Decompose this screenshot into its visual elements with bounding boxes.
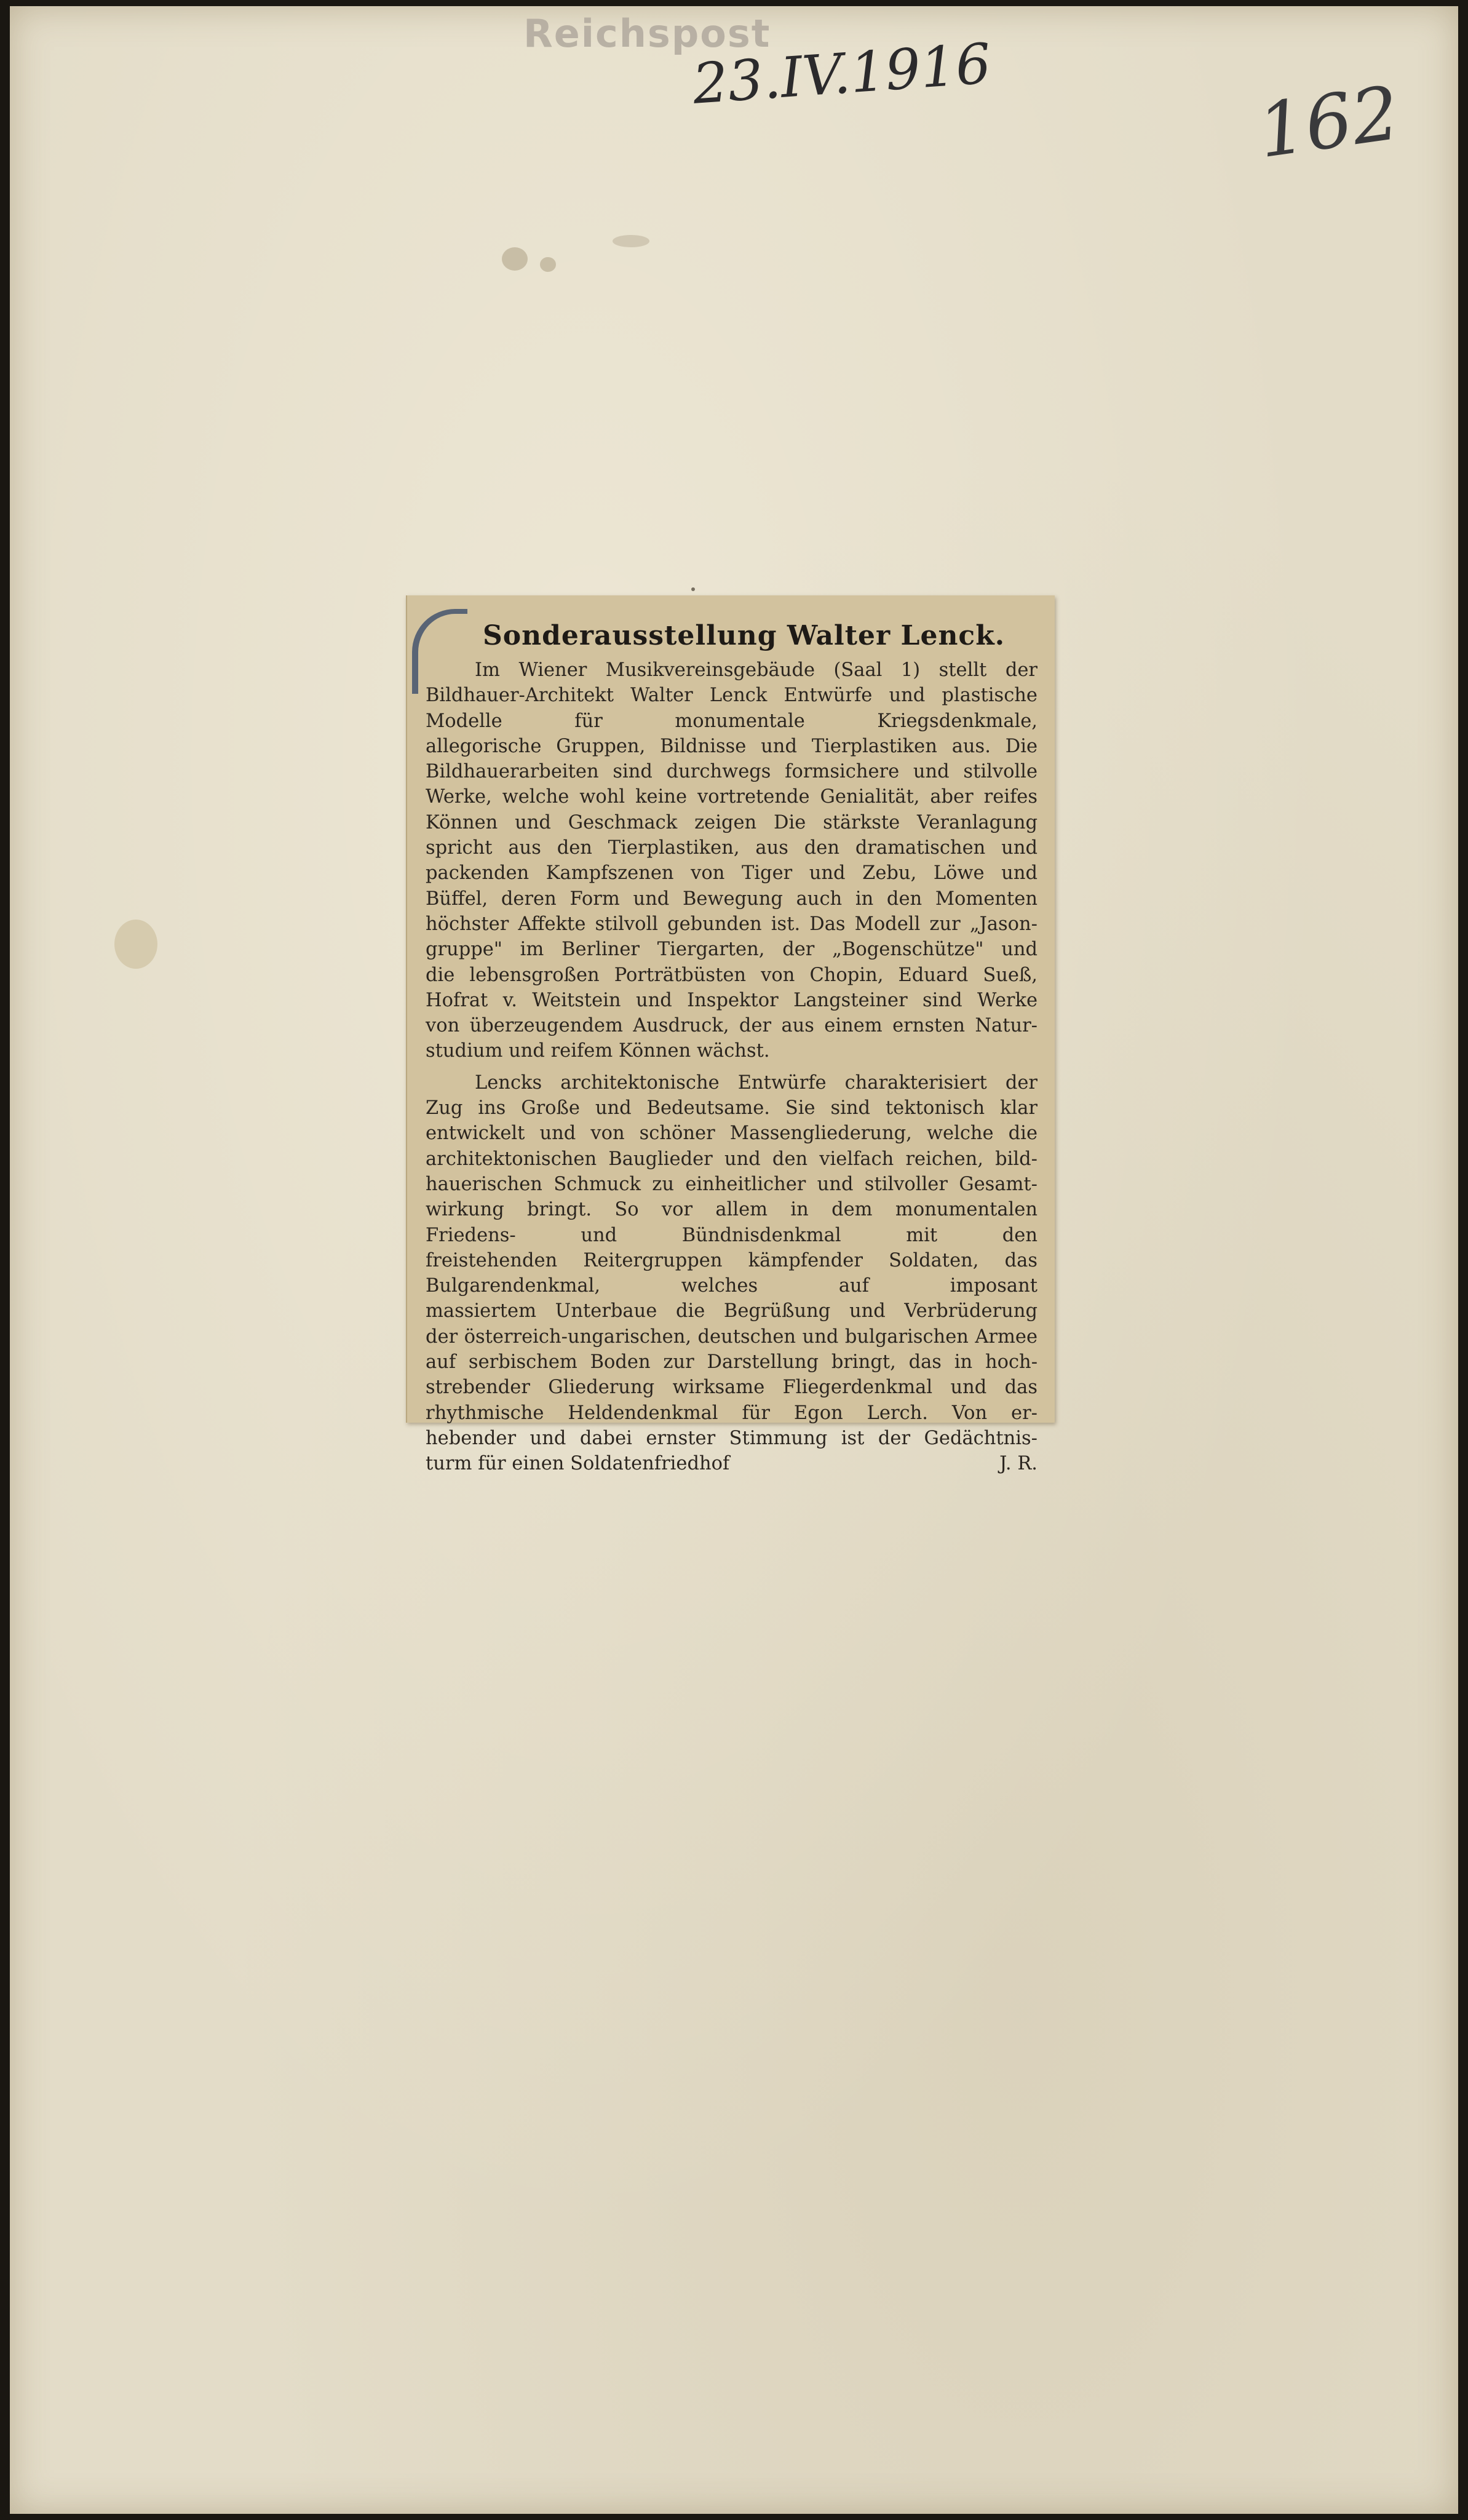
text-line: Im Wiener Musikvereinsgebäude (Saal 1) stellt der [475, 659, 1038, 681]
text-line: Zug ins Große und Bedeutsame. Sie sind tektonisch klar [426, 1097, 1038, 1119]
text-line: turm für einen Soldatenfriedhof [426, 1453, 730, 1475]
text-line: strebender Gliederung wirksame Fliegerdenkmal und das [426, 1377, 1038, 1399]
text-line: Lencks architektonische Entwürfe charakterisiert der [475, 1071, 1038, 1094]
author-signature: J. R. [999, 1453, 1038, 1475]
text-line: Bildhauerarbeiten sind durchwegs formsichere und stilvolle [426, 761, 1038, 783]
text-line: die lebensgroßen Porträtbüsten von Chopin, Eduard Sueß, [426, 964, 1038, 986]
paper-stain [114, 920, 157, 969]
text-line: spricht aus den Tierplastiken, aus den dramatischen und [426, 837, 1038, 859]
text-line: auf serbischem Boden zur Darstellung bringt, das in hoch- [426, 1351, 1038, 1373]
text-line: entwickelt und von schöner Massengliederung, welche die [426, 1123, 1038, 1145]
text-line: rhythmische Heldendenkmal für Egon Lerch. Von er- [426, 1402, 1038, 1424]
text-line: gruppe" im Berliner Tiergarten, der „Bogenschütze" und [426, 939, 1038, 961]
text-line: Modelle für monumentale Kriegsdenkmale, [426, 710, 1038, 732]
paper-stain [540, 257, 556, 272]
text-line: von überzeugendem Ausdruck, der aus einem ernsten Natur- [426, 1015, 1038, 1037]
text-line: hebender und dabei ernster Stimmung ist der Gedächtnis- [426, 1427, 1038, 1449]
text-line: Friedens- und Bündnisdenkmal mit den [426, 1224, 1038, 1246]
text-line: Werke, welche wohl keine vortretende Genialität, aber reifes [426, 786, 1038, 808]
text-line: Bulgarendenkmal, welches auf imposant [426, 1275, 1038, 1297]
text-line: architektonischen Bauglieder und den vielfach reichen, bild- [426, 1148, 1038, 1170]
text-line: massiertem Unterbaue die Begrüßung und Verbrüderung [426, 1300, 1038, 1322]
text-line: allegorische Gruppen, Bildnisse und Tierplastiken aus. Die [426, 735, 1038, 757]
text-line: Büffel, deren Form und Bewegung auch in den Momenten [426, 888, 1038, 910]
text-line: studium und reifem Können wächst. [426, 1040, 770, 1062]
text-line: Können und Geschmack zeigen Die stärkste Veranlagung [426, 811, 1038, 833]
handwritten-page-number: 162 [1253, 70, 1405, 175]
paper-stain [613, 235, 649, 247]
text-line: freistehenden Reitergruppen kämpfender Soldaten, das [426, 1249, 1038, 1271]
text-line: hauerischen Schmuck zu einheitlicher und stilvoller Gesamt- [426, 1173, 1038, 1195]
article-headline: Sonderausstellung Walter Lenck. [482, 620, 1006, 651]
text-line: Hofrat v. Weitstein und Inspektor Langsteiner sind Werke [426, 989, 1038, 1011]
handwritten-date: 23.IV.1916 [690, 31, 993, 117]
text-line: der österreich-ungarischen, deutschen und bulgarischen Armee [426, 1326, 1038, 1348]
paper-speck [691, 587, 695, 591]
closing-line [426, 1451, 1038, 1476]
article-paragraph-2 [426, 1070, 1038, 1477]
blue-pencil-mark [412, 609, 467, 694]
text-line: packenden Kampfszenen von Tiger und Zebu, Löwe und [426, 862, 1038, 884]
text-line: Bildhauer-Architekt Walter Lenck Entwürfe und plastische [426, 685, 1038, 707]
text-line: höchster Affekte stilvoll gebunden ist. Das Modell zur „Jason- [426, 913, 1038, 935]
newspaper-stamp: Reichspost [523, 11, 771, 56]
paper-stain [502, 247, 528, 271]
text-line: wirkung bringt. So vor allem in dem monumentalen [426, 1199, 1038, 1221]
newspaper-clipping [406, 595, 1055, 1475]
article-paragraph-1 [426, 658, 1038, 1064]
